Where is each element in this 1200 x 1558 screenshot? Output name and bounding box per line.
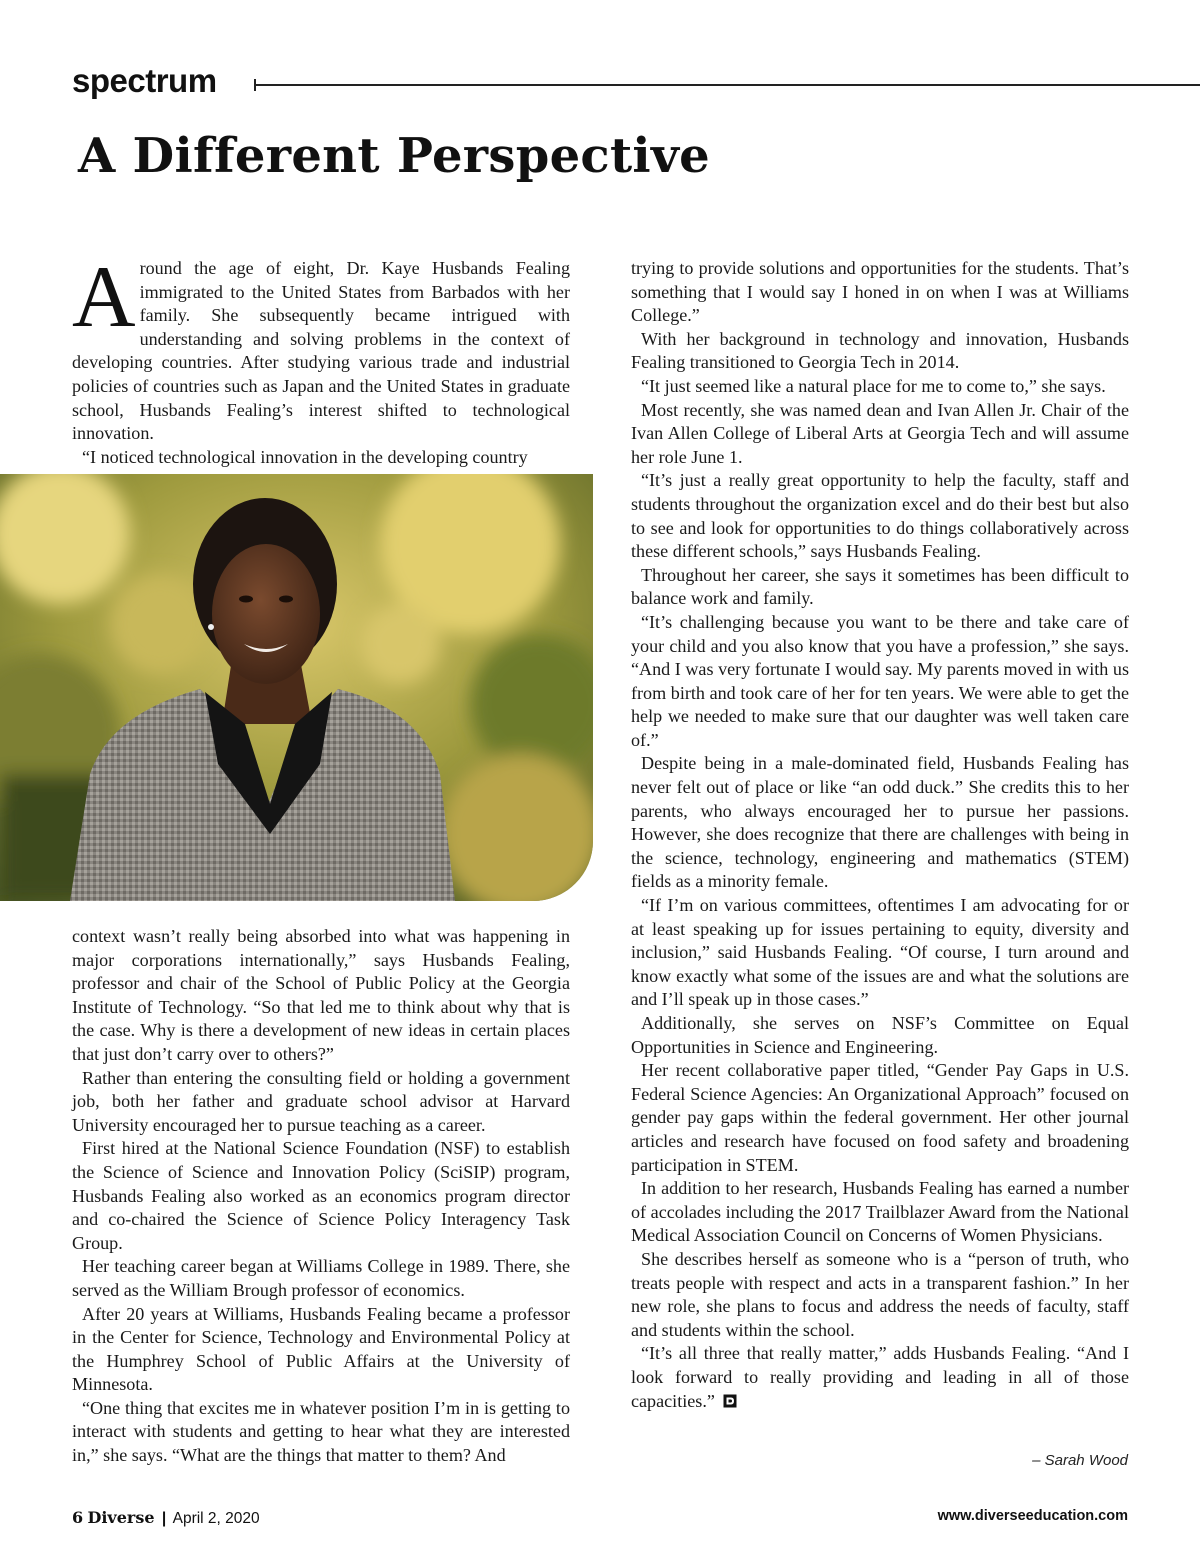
article-paragraph: trying to provide solutions and opportunities for the students. That’s something that I would say I honed in on when I was at Williams College.” <box>631 258 1129 326</box>
article-paragraph: “It’s challenging because you want to be there and take care of your child and you also know that you have a profession,” she says. “And I was very fortunate I would say. My parents moved in with us from birth and took care of her for ten years. We were able to get the help we needed to make sure that our daughter was well taken care of.” <box>631 611 1129 750</box>
article-column-left-top <box>72 249 570 469</box>
article-column-left-bottom <box>72 925 570 1468</box>
article-paragraph: “I noticed technological innovation in the developing country <box>82 446 528 467</box>
section-label: spectrum <box>72 62 217 99</box>
article-paragraph: “It just seemed like a natural place for me to come to,” she says. <box>641 375 1106 396</box>
article-paragraph: Her teaching career began at Williams College in 1989. There, she served as the William Brough professor of economics. <box>72 1256 570 1300</box>
page-number: 6 <box>72 1508 84 1527</box>
article-paragraph: “It’s all three that really matter,” adds Husbands Fealing. “And I look forward to really providing and leading in all of those capacities.” <box>631 1343 1129 1411</box>
article-paragraph: In addition to her research, Husbands Fealing has earned a number of accolades including the 2017 Trailblazer Award from the National Medical Association Council on Concerns of Women Physicians. <box>631 1178 1129 1246</box>
article-paragraph: context wasn’t really being absorbed into what was happening in major corporations internationally,” says Husbands Fealing, professor and chair of the School of Public Policy at the Georgia Institute of Technology. “So that led me to think about why that is the case. Why is there a development of new ideas in certain places that just don’t carry over to others?” <box>72 926 570 1064</box>
article-paragraph: Her recent collaborative paper titled, “Gender Pay Gaps in U.S. Federal Science Agencies: An Organizational Approach” focused on gender pay gaps within the federal government. Her other journal articles and research have focused on food safety and broadening participation in STEM. <box>631 1060 1129 1175</box>
article-paragraph: “It’s just a really great opportunity to help the faculty, staff and students throughout the organization excel and do their best but also to see and look for opportunities to do things collaboratively across these different schools,” says Husbands Fealing. <box>631 470 1129 562</box>
article-headline: A Different Perspective <box>78 128 710 184</box>
article-column-right <box>631 257 1129 1413</box>
portrait-photo <box>0 474 593 901</box>
article-paragraph: After 20 years at Williams, Husbands Fealing became a professor in the Center for Science, Technology and Environmental Policy at the Humphrey School of Public Affairs at the University of Minnesota. <box>72 1303 570 1395</box>
diverse-end-mark-icon <box>723 1394 737 1408</box>
footer-separator: | <box>161 1510 167 1527</box>
article-paragraph: Most recently, she was named dean and Ivan Allen Jr. Chair of the Ivan Allen College of Liberal Arts at Georgia Tech and will assume her role June 1. <box>631 399 1129 467</box>
article-paragraph: First hired at the National Science Foundation (NSF) to establish the Science of Science and Innovation Policy (SciSIP) program, Husbands Fealing also worked as an economics program director and co-chaired the Science of Science Policy Interagency Task Group. <box>72 1138 570 1253</box>
issue-date: April 2, 2020 <box>172 1510 260 1527</box>
article-paragraph: “One thing that excites me in whatever position I’m in is getting to interact with students and getting to hear what they are interested in,” she says. “What are the things that matter to them? And <box>72 1397 570 1466</box>
article-paragraph: “If I’m on various committees, oftentimes I am advocating for or at least speaking up for issues pertaining to equity, diversity and inclusion,” said Husbands Fealing. “Of course, I turn around and know exactly what some of the issues are and what the solutions are and I’ll speak up in those cases.” <box>631 895 1129 1010</box>
article-paragraph: Despite being in a male-dominated field, Husbands Fealing has never felt out of place or like “an odd duck.” She credits this to her parents, who always encouraged her to pursue her passions. However, she does recognize that there are challenges with being in the science, technology, engineering and mathematics (STEM) fields as a minority female. <box>631 753 1129 892</box>
article-paragraph: With her background in technology and innovation, Husbands Fealing transitioned to Georgia Tech in 2014. <box>631 328 1129 373</box>
article-paragraph: Additionally, she serves on NSF’s Committee on Equal Opportunities in Science and Engineering. <box>631 1013 1129 1057</box>
page-footer-left <box>72 1508 260 1528</box>
header-rule <box>254 84 1200 86</box>
publication-name: Diverse <box>87 1508 155 1527</box>
article-paragraph: Throughout her career, she says it sometimes has been difficult to balance work and family. <box>631 564 1129 609</box>
article-paragraph: She describes herself as someone who is a “person of truth, who treats people with respect and acts in a transparent fashion.” In her new role, she plans to focus and address the needs of faculty, staff and students within the school. <box>631 1248 1129 1340</box>
publication-website: www.diverseeducation.com <box>937 1508 1128 1524</box>
author-byline: – Sarah Wood <box>1032 1452 1128 1469</box>
article-paragraph: Rather than entering the consulting field or holding a government job, both her father and graduate school advisor at Harvard University encouraged her to pursue teaching as a career. <box>72 1067 570 1135</box>
drop-cap: A <box>72 249 136 346</box>
article-paragraph: Around the age of eight, Dr. Kaye Husbands Fealing immigrated to the United States from Barbados with her family. She subsequently became intrigued with understanding and solving problems in the context of developing countries. After studying various trade and industrial policies of countries such as Japan and the United States in graduate school, Husbands Fealing’s interest shifted to technological innovation. <box>72 249 570 444</box>
